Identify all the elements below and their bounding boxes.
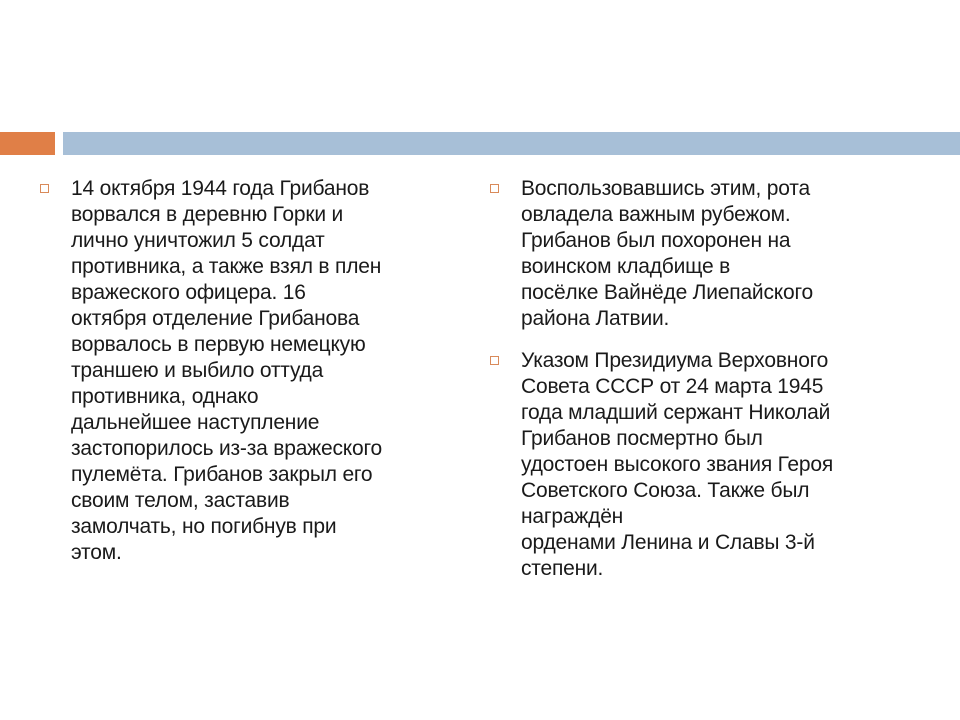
bullet-text: Воспользовавшись этим, рота овладела важным рубежом. Грибанов был похоронен на воинском кладбище в посёлке Вайнёде Лиепайского района Латвии.: [521, 177, 813, 330]
bullet-item: [40, 176, 460, 566]
square-bullet-icon: [490, 356, 499, 365]
accent-bar: [0, 132, 55, 155]
bullet-item: [490, 176, 930, 332]
bullet-text: 14 октября 1944 года Грибанов ворвался в деревню Горки и лично уничтожил 5 солдат противника, а также взял в плен вражеского офицера. 16 октября отделение Грибанова ворвалось в первую немецкую траншею и выбило оттуда противника, однако дальнейшее наступление застопорилось из-за вражеского пулемёта. Грибанов закрыл его своим телом, заставив замолчать, но погибнув при этом.: [71, 177, 382, 564]
header-bar: [63, 132, 960, 155]
square-bullet-icon: [490, 184, 499, 193]
left-column: [40, 176, 460, 582]
bullet-item: [490, 348, 930, 582]
square-bullet-icon: [40, 184, 49, 193]
bullet-text: Указом Президиума Верховного Совета СССР от 24 марта 1945 года младший сержант Николай Грибанов посмертно был удостоен высокого звания Героя Советского Союза. Также был награждён орденами Ленина и Славы 3-й степени.: [521, 349, 834, 580]
right-column: [490, 176, 930, 598]
